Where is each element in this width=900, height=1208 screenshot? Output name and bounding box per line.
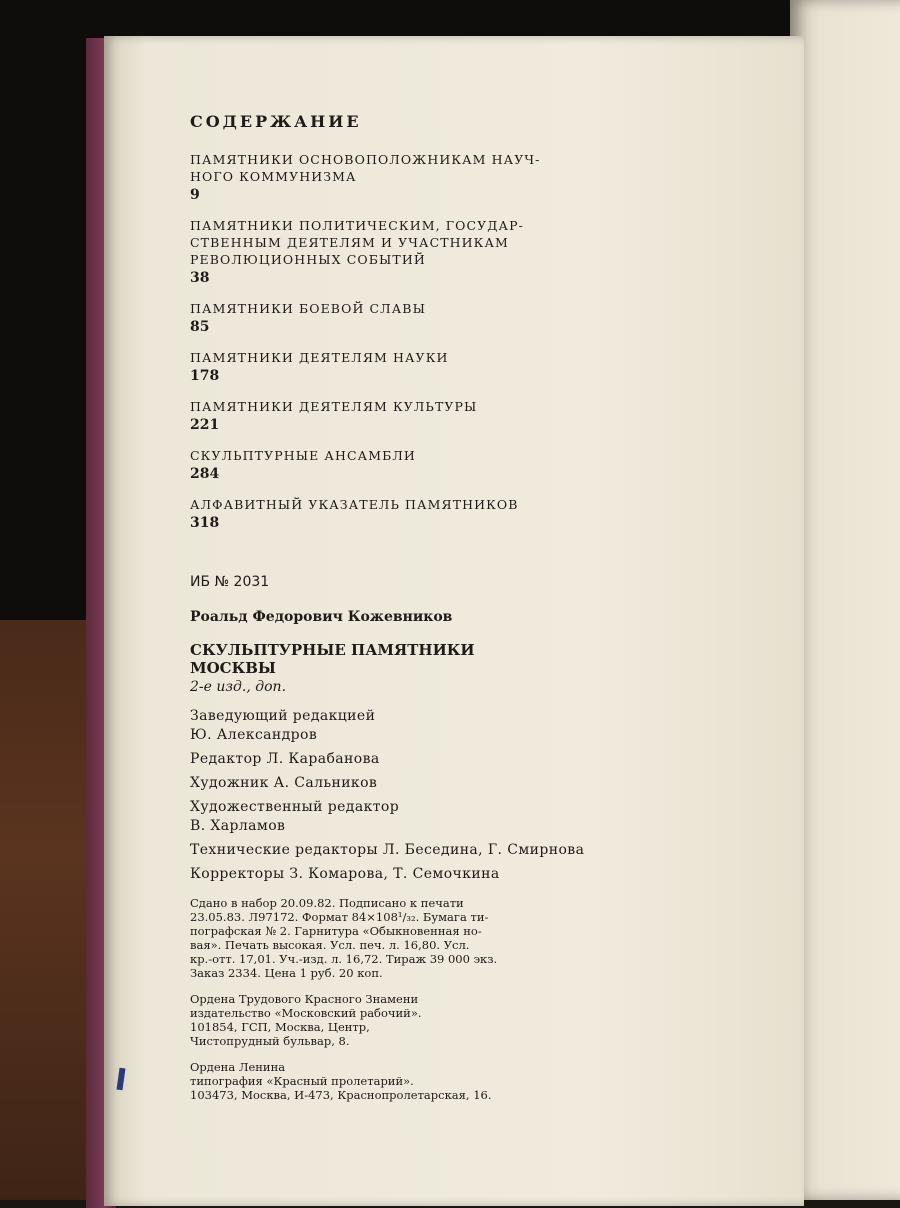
toc-entry [190,398,590,434]
toc-entry-label: ПАМЯТНИКИ ОСНОВОПОЛОЖНИКАМ НАУЧ- НОГО КОММУНИЗМА [190,152,541,184]
print-details: Сдано в набор 20.09.82. Подписано к печати 23.05.83. Л97172. Формат 84×108¹/₃₂. Бумага ти- пографская № 2. Гарнитура «Обыкновенная но- вая». Печать высокая. Усл. печ. л. 16,80. Усл. кр.-отт. 17,01. Уч.-изд. л. 16,72. Тираж 39 000 экз. Заказ 2334. Цена 1 руб. 20 коп. [190,896,498,980]
credit-line: Технические редакторы Л. Беседина, Г. Смирнова [190,842,585,858]
toc-entry-label: СКУЛЬПТУРНЫЕ АНСАМБЛИ [190,448,416,463]
credit-line: Художник А. Сальников [190,775,378,791]
toc-entry [190,217,590,287]
page-content [190,112,590,1102]
toc-entry-page: 221 [190,417,220,433]
credit-line: Корректоры З. Комарова, Т. Семочкина [190,866,500,882]
facing-page [790,0,900,1200]
publisher-info: Ордена Трудового Красного Знамени издательство «Московский рабочий». 101854, ГСП, Москва, Центр, Чистопрудный бульвар, 8. [190,992,422,1048]
toc-entry [190,349,590,385]
toc-entry-label: АЛФАВИТНЫЙ УКАЗАТЕЛЬ ПАМЯТНИКОВ [190,497,519,512]
edition-note: 2-е изд., доп. [190,679,287,695]
toc-heading: СОДЕРЖАНИЕ [190,112,362,131]
book-title: СКУЛЬПТУРНЫЕ ПАМЯТНИКИ МОСКВЫ [190,641,475,677]
toc-entry [190,447,590,483]
ib-number: ИБ № 2031 [190,574,270,590]
toc-entry-page: 318 [190,515,220,531]
printer-info: Ордена Ленина типография «Красный пролетарий». 103473, Москва, И-473, Краснопролетарская, 16. [190,1060,492,1102]
credit-line: Художественный редактор В. Харламов [190,799,400,834]
author-name: Роальд Федорович Кожевников [190,609,453,625]
toc-entry [190,151,590,204]
toc-entry [190,496,590,532]
toc-entry-label: ПАМЯТНИКИ ДЕЯТЕЛЯМ КУЛЬТУРЫ [190,399,478,414]
toc-entry-page: 9 [190,187,200,203]
toc-entry-label: ПАМЯТНИКИ БОЕВОЙ СЛАВЫ [190,301,426,316]
toc-entry-label: ПАМЯТНИКИ ПОЛИТИЧЕСКИМ, ГОСУДАР- СТВЕННЫМ ДЕЯТЕЛЯМ И УЧАСТНИКАМ РЕВОЛЮЦИОННЫХ СОБЫТИЙ [190,218,524,267]
toc-entry-page: 178 [190,368,220,384]
toc-entry [190,300,590,336]
toc-entry-page: 85 [190,319,210,335]
toc-entry-page: 284 [190,466,220,482]
credit-line: Заведующий редакцией Ю. Александров [190,708,376,743]
credit-line: Редактор Л. Карабанова [190,751,380,767]
toc-entry-page: 38 [190,270,210,286]
toc-entry-label: ПАМЯТНИКИ ДЕЯТЕЛЯМ НАУКИ [190,350,449,365]
